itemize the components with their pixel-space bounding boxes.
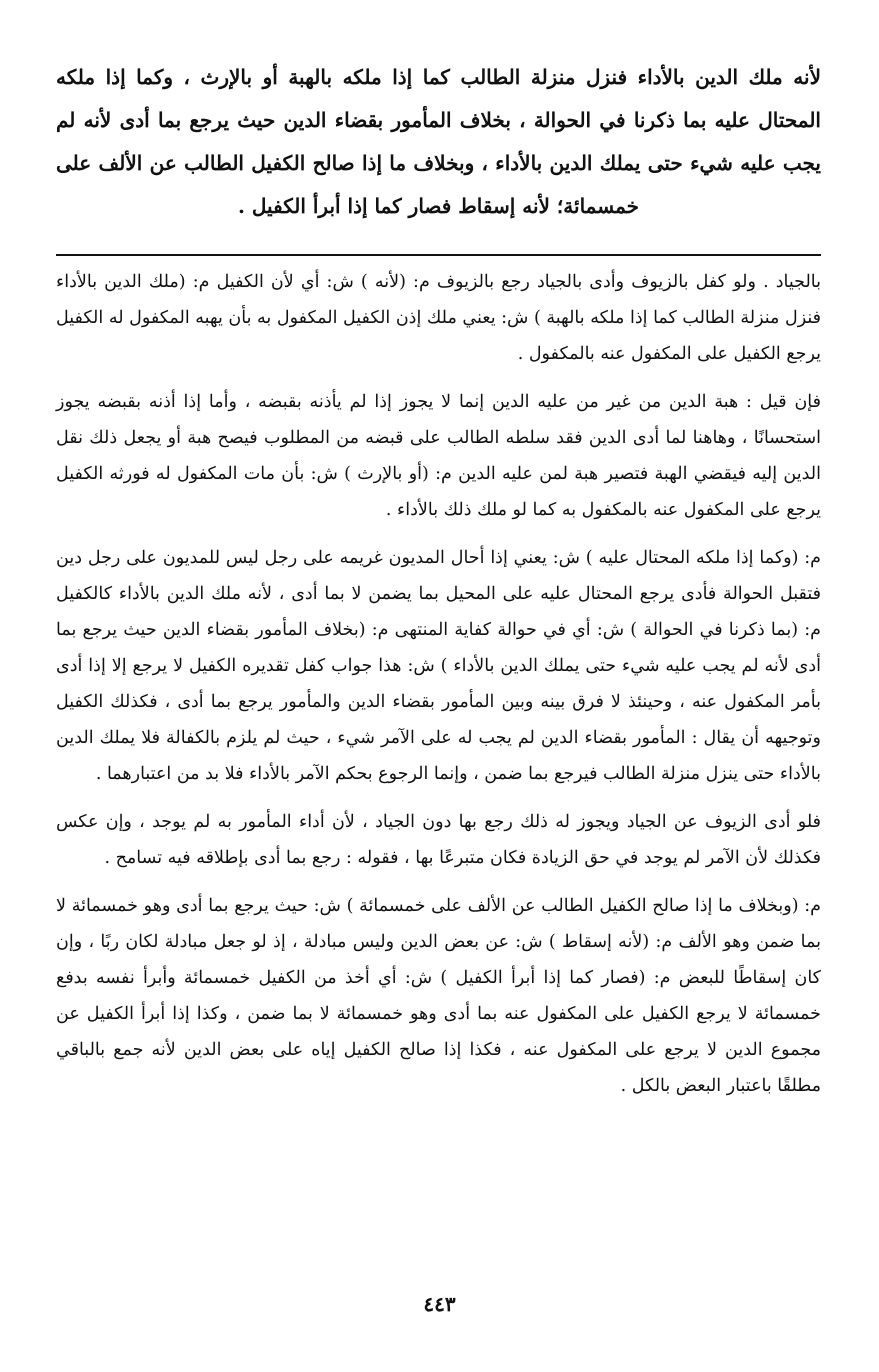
commentary-paragraph-4: فلو أدى الزيوف عن الجياد ويجوز له ذلك رجع بها دون الجياد ، لأن أداء المأمور به لم يوجد ، وإن عكس فكذلك لأن الآمر لم يوجد في حق الزيادة فكان متبرعًا بها ، فقوله : رجع بما أدى بإطلاقه فيه تسامح . bbox=[56, 812, 821, 868]
page-body bbox=[56, 56, 821, 1104]
page-number: ٤٤٣ bbox=[423, 1292, 456, 1316]
commentary-paragraph-2: فإن قيل : هبة الدين من غير من عليه الدين إنما لا يجوز إذا لم يأذنه بقبضه ، وأما إذا أذنه بقبضه يجوز استحسانًا ، وهاهنا لما أدى الدين فقد سلطه الطالب على قبضه من المطلوب فيصح هبة أو يجعل ذلك نقل الدين إليه فيقضي الهبة فتصير هبة لمن عليه الدين م: (أو بالإرث ) ش: بأن مات المكفول له فورثه الكفيل يرجع على المكفول عنه بالمكفول به كما لو ملك ذلك بالأداء . bbox=[56, 392, 821, 520]
commentary-paragraph-1: بالجياد . ولو كفل بالزيوف وأدى بالجياد رجع بالزيوف م: (لأنه ) ش: أي لأن الكفيل م: (ملك الدين بالأداء فنزل منزلة الطالب كما إذا ملكه بالهبة ) ش: يعني ملك إذن الكفيل المكفول به بأن يهبه المكفول له الكفيل يرجع الكفيل على المكفول عنه بالمكفول . bbox=[56, 272, 821, 364]
commentary-paragraph-5: م: (وبخلاف ما إذا صالح الكفيل الطالب عن الألف على خمسمائة ) ش: حيث يرجع بما أدى وهو خمسمائة لا بما ضمن وهو الألف م: (لأنه إسقاط ) ش: عن بعض الدين وليس مبادلة ، إذ لو جعل مبادلة لكان ربًا ، وإن كان إسقاطًا للبعض م: (فصار كما إذا أبرأ الكفيل ) ش: أي أخذ من الكفيل خمسمائة وأبرأ نفسه بدفع خمسمائة لا يرجع الكفيل على المكفول عنه بما أدى وهو خمسمائة لا بما ضمن ، وكذا إذا أبرأ الكفيل عن مجموع الدين لا يرجع على المكفول عنه ، فكذا إذا صالح الكفيل إياه على بعض الدين لأنه جمع بالباقي مطلقًا باعتبار البعض بالكل . bbox=[56, 896, 821, 1096]
commentary-paragraph-3: م: (وكما إذا ملكه المحتال عليه ) ش: يعني إذا أحال المديون غريمه على رجل ليس للمديون على رجل دين فتقبل الحوالة فأدى يرجع المحتال عليه على المحيل بما يضمن لا بما أدى ، لأنه ملك الدين بالأداء كالكفيل م: (بما ذكرنا في الحوالة ) ش: أي في حوالة كفاية المنتهى م: (بخلاف المأمور بقضاء الدين حيث يرجع بما أدى لأنه لم يجب عليه شيء حتى يملك الدين بالأداء ) ش: هذا جواب كفل تقديره الكفيل لا يرجع إلا إذا أدى بأمر المكفول عنه ، وحينئذ لا فرق بينه وبين المأمور بقضاء الدين والمأمور يرجع بما أدى ، فكذلك الكفيل وتوجيهه أن يقال : المأمور بقضاء الدين لم يجب له على الآمر شيء ، حيث لم يلزم بالكفالة فلا يملك الدين بالأداء حتى ينزل منزلة الطالب فيرجع بما ضمن ، وإنما الرجوع بحكم الآمر بالأداء فلا بد من اعتبارهما . bbox=[56, 548, 821, 784]
main-text: لأنه ملك الدين بالأداء فنزل منزلة الطالب كما إذا ملكه بالهبة أو بالإرث ، وكما إذا ملكه المحتال عليه بما ذكرنا في الحوالة ، بخلاف المأمور بقضاء الدين حيث يرجع بما أدى لأنه لم يجب عليه شيء حتى يملك الدين بالأداء ، وبخلاف ما إذا صالح الكفيل الطالب عن الألف على خمسمائة؛ لأنه إسقاط فصار كما إذا أبرأ الكفيل . bbox=[56, 65, 821, 218]
separator-rule bbox=[56, 254, 821, 256]
